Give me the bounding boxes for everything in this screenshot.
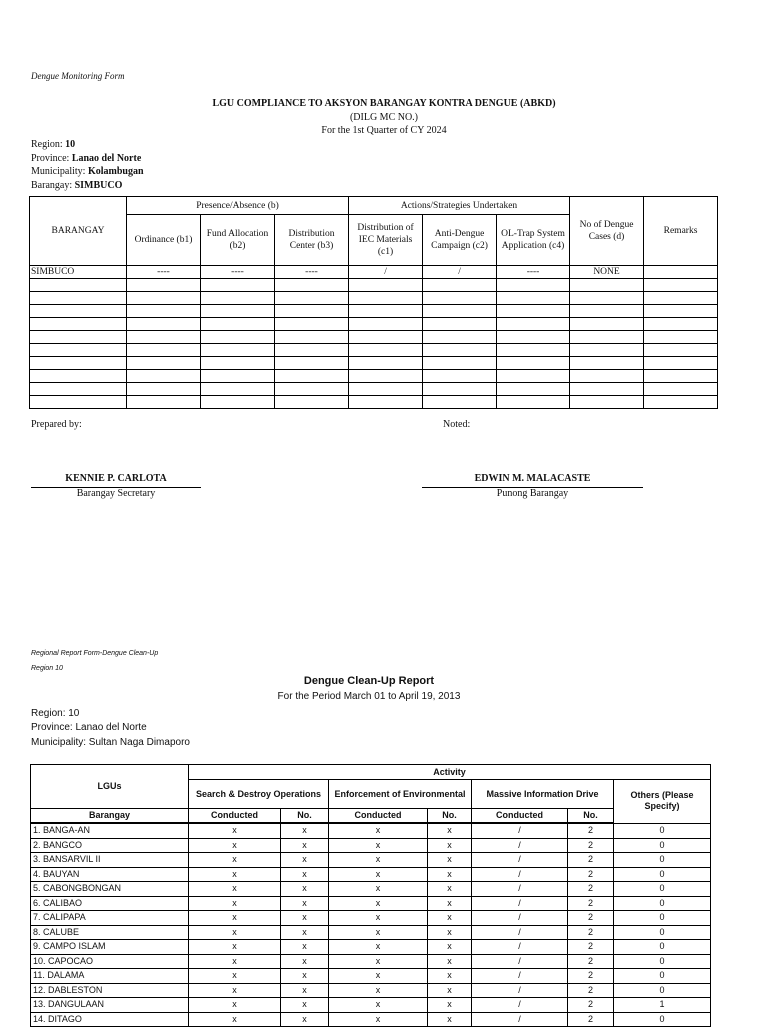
cell-others: 0 — [614, 838, 711, 853]
cell-info-no: 2 — [568, 911, 614, 926]
cell-search-conducted: x — [189, 940, 281, 955]
form2-title: Dengue Clean-Up Report — [303, 675, 435, 687]
table-row — [30, 266, 718, 279]
province-value: Lanao del Norte — [71, 153, 142, 164]
cell-enforcement-conducted: x — [329, 911, 428, 926]
cell-d: NONE — [570, 266, 644, 279]
form1-title: LGU COMPLIANCE TO AKSYON BARANGAY KONTRA DENGUE (ABKD) — [212, 98, 556, 109]
cell-info-conducted: / — [472, 823, 568, 838]
cell-info-conducted: / — [472, 896, 568, 911]
empty-row — [30, 279, 718, 292]
cell-info-no: 2 — [568, 983, 614, 998]
barangay-label: Barangay: — [31, 180, 73, 191]
table-row — [31, 983, 711, 998]
group-presence: Presence/Absence (b) — [127, 197, 349, 215]
cell-b3: ---- — [275, 266, 349, 279]
municipality-label: Municipality: — [31, 166, 86, 177]
cell-search-no: x — [281, 882, 329, 897]
cell-info-no: 2 — [568, 998, 614, 1013]
cell-info-conducted: / — [472, 983, 568, 998]
cell-search-no: x — [281, 1012, 329, 1027]
col-massive-info-drive: Massive Information Drive — [472, 780, 614, 809]
empty-row — [30, 331, 718, 344]
cell-others: 0 — [614, 1012, 711, 1027]
group-actions: Actions/Strategies Undertaken — [349, 197, 570, 215]
cell-search-conducted: x — [189, 838, 281, 853]
cell-enforcement-conducted: x — [329, 954, 428, 969]
cell-search-no: x — [281, 867, 329, 882]
region-label: Region: — [31, 139, 63, 150]
table-row — [31, 1012, 711, 1027]
cell-info-conducted: / — [472, 838, 568, 853]
cell-search-no: x — [281, 896, 329, 911]
empty-row — [30, 305, 718, 318]
cell-info-no: 2 — [568, 940, 614, 955]
province-label: Province: — [31, 153, 70, 164]
sub-no: No. — [568, 809, 614, 824]
cell-info-conducted: / — [472, 969, 568, 984]
cell-info-no: 2 — [568, 838, 614, 853]
cell-enforcement-conducted: x — [329, 867, 428, 882]
form1-period: For the 1st Quarter of CY 2024 — [321, 125, 447, 136]
region-value: 10 — [65, 139, 76, 150]
cell-search-conducted: x — [189, 911, 281, 926]
cell-others: 0 — [614, 969, 711, 984]
form1-barangay — [31, 180, 122, 191]
cell-search-conducted: x — [189, 823, 281, 838]
table-row — [31, 823, 711, 838]
cell-enforcement-conducted: x — [329, 853, 428, 868]
cell-info-no: 2 — [568, 954, 614, 969]
cell-others: 0 — [614, 823, 711, 838]
col-barangay: Barangay — [31, 809, 189, 824]
cell-enforcement-no: x — [428, 940, 472, 955]
empty-row — [30, 318, 718, 331]
cell-search-no: x — [281, 969, 329, 984]
form1-subtitle: (DILG MC NO.) — [349, 112, 419, 123]
cell-info-no: 2 — [568, 925, 614, 940]
cell-search-conducted: x — [189, 954, 281, 969]
cell-enforcement-conducted: x — [329, 998, 428, 1013]
noter-name: EDWIN M. MALACASTE — [474, 473, 591, 484]
table-row — [31, 940, 711, 955]
cell-barangay: SIMBUCO — [30, 266, 127, 279]
cell-search-no: x — [281, 954, 329, 969]
col-lgus: LGUs — [31, 765, 189, 809]
col-ol-trap: OL-Trap System Application (c4) — [497, 215, 570, 266]
cell-enforcement-no: x — [428, 853, 472, 868]
cell-info-conducted: / — [472, 954, 568, 969]
sub-no: No. — [281, 809, 329, 824]
abkd-compliance-table — [29, 196, 718, 409]
cell-search-no: x — [281, 838, 329, 853]
col-fund-allocation: Fund Allocation (b2) — [201, 215, 275, 266]
cell-info-conducted: / — [472, 925, 568, 940]
cell-enforcement-no: x — [428, 911, 472, 926]
cell-enforcement-conducted: x — [329, 1012, 428, 1027]
col-enforcement: Enforcement of Environmental — [329, 780, 472, 809]
cell-enforcement-conducted: x — [329, 925, 428, 940]
col-anti-dengue-campaign: Anti-Dengue Campaign (c2) — [423, 215, 497, 266]
form2-period: For the Period March 01 to April 19, 2013 — [277, 691, 461, 702]
cell-info-conducted: / — [472, 911, 568, 926]
cell-enforcement-no: x — [428, 867, 472, 882]
col-iec-materials: Distribution of IEC Materials (c1) — [349, 215, 423, 266]
sub-conducted: Conducted — [189, 809, 281, 824]
cell-c2: / — [423, 266, 497, 279]
cell-enforcement-conducted: x — [329, 940, 428, 955]
cell-enforcement-conducted: x — [329, 983, 428, 998]
cell-search-conducted: x — [189, 925, 281, 940]
col-ordinance: Ordinance (b1) — [127, 215, 201, 266]
cell-info-conducted: / — [472, 998, 568, 1013]
col-dengue-cases: No of Dengue Cases (d) — [570, 197, 644, 266]
cell-info-no: 2 — [568, 896, 614, 911]
cell-barangay: 12. DABLESTON — [31, 983, 189, 998]
form1-region — [31, 139, 75, 150]
table-row — [31, 969, 711, 984]
cell-enforcement-no: x — [428, 838, 472, 853]
sub-conducted: Conducted — [472, 809, 568, 824]
form2-header-region: Region 10 — [31, 665, 63, 672]
table-row — [31, 896, 711, 911]
empty-row — [30, 344, 718, 357]
col-distribution-center: Distribution Center (b3) — [275, 215, 349, 266]
cell-enforcement-conducted: x — [329, 823, 428, 838]
cell-enforcement-no: x — [428, 925, 472, 940]
cell-search-conducted: x — [189, 969, 281, 984]
table-row — [31, 911, 711, 926]
form1-municipality — [31, 166, 144, 177]
form2-region: Region: 10 — [31, 708, 80, 719]
empty-row — [30, 396, 718, 409]
cell-barangay: 1. BANGA-AN — [31, 823, 189, 838]
cell-enforcement-no: x — [428, 954, 472, 969]
cell-enforcement-no: x — [428, 823, 472, 838]
cell-search-conducted: x — [189, 882, 281, 897]
cell-info-no: 2 — [568, 867, 614, 882]
table-row — [31, 838, 711, 853]
cell-search-no: x — [281, 911, 329, 926]
cell-barangay: 13. DANGULAAN — [31, 998, 189, 1013]
cell-enforcement-no: x — [428, 882, 472, 897]
cell-search-conducted: x — [189, 896, 281, 911]
noted-label: Noted: — [443, 419, 471, 430]
cell-c1: / — [349, 266, 423, 279]
cell-barangay: 11. DALAMA — [31, 969, 189, 984]
form1-province — [31, 153, 141, 164]
cell-enforcement-conducted: x — [329, 969, 428, 984]
cell-enforcement-no: x — [428, 998, 472, 1013]
cell-others: 0 — [614, 896, 711, 911]
empty-row — [30, 383, 718, 396]
sub-conducted: Conducted — [329, 809, 428, 824]
form2-header: Regional Report Form-Dengue Clean-Up — [31, 650, 159, 657]
cell-remarks — [644, 266, 718, 279]
cell-enforcement-no: x — [428, 983, 472, 998]
cell-others: 0 — [614, 954, 711, 969]
cell-info-conducted: / — [472, 882, 568, 897]
cell-others: 0 — [614, 925, 711, 940]
cell-others: 0 — [614, 911, 711, 926]
cell-others: 0 — [614, 853, 711, 868]
cell-barangay: 10. CAPOCAO — [31, 954, 189, 969]
cell-others: 1 — [614, 998, 711, 1013]
table-row — [31, 882, 711, 897]
cell-info-no: 2 — [568, 1012, 614, 1027]
cell-search-no: x — [281, 853, 329, 868]
noter-title: Punong Barangay — [496, 488, 569, 499]
cell-barangay: 5. CABONGBONGAN — [31, 882, 189, 897]
form2-municipality: Municipality: Sultan Naga Dimaporo — [31, 737, 190, 748]
cell-info-no: 2 — [568, 853, 614, 868]
col-barangay: BARANGAY — [30, 197, 127, 266]
cell-search-conducted: x — [189, 1012, 281, 1027]
form1-header: Dengue Monitoring Form — [31, 71, 125, 81]
empty-row — [30, 370, 718, 383]
cell-search-conducted: x — [189, 853, 281, 868]
cell-search-no: x — [281, 940, 329, 955]
municipality-value: Kolambugan — [87, 166, 144, 177]
prepared-by-label: Prepared by: — [31, 419, 82, 430]
clean-up-rows — [31, 823, 711, 1027]
cell-search-no: x — [281, 823, 329, 838]
clean-up-report-table — [30, 764, 711, 1027]
cell-enforcement-no: x — [428, 1012, 472, 1027]
col-search-destroy: Search & Destroy Operations — [189, 780, 329, 809]
cell-info-no: 2 — [568, 823, 614, 838]
cell-enforcement-no: x — [428, 969, 472, 984]
table-row — [31, 925, 711, 940]
cell-info-conducted: / — [472, 853, 568, 868]
table-row — [31, 954, 711, 969]
cell-info-conducted: / — [472, 867, 568, 882]
cell-c4: ---- — [497, 266, 570, 279]
cell-search-no: x — [281, 983, 329, 998]
cell-others: 0 — [614, 940, 711, 955]
cell-search-no: x — [281, 998, 329, 1013]
cell-enforcement-conducted: x — [329, 838, 428, 853]
cell-search-conducted: x — [189, 983, 281, 998]
cell-others: 0 — [614, 867, 711, 882]
cell-barangay: 8. CALUBE — [31, 925, 189, 940]
cell-search-no: x — [281, 925, 329, 940]
cell-info-conducted: / — [472, 1012, 568, 1027]
cell-enforcement-conducted: x — [329, 896, 428, 911]
table-row — [31, 853, 711, 868]
sub-no: No. — [428, 809, 472, 824]
cell-search-conducted: x — [189, 867, 281, 882]
cell-barangay: 2. BANGCO — [31, 838, 189, 853]
col-remarks: Remarks — [644, 197, 718, 266]
cell-b1: ---- — [127, 266, 201, 279]
cell-info-no: 2 — [568, 969, 614, 984]
cell-b2: ---- — [201, 266, 275, 279]
barangay-value: SIMBUCO — [74, 180, 123, 191]
cell-barangay: 14. DITAGO — [31, 1012, 189, 1027]
cell-barangay: 3. BANSARVIL II — [31, 853, 189, 868]
cell-barangay: 7. CALIPAPA — [31, 911, 189, 926]
cell-info-no: 2 — [568, 882, 614, 897]
group-activity: Activity — [189, 765, 711, 780]
cell-barangay: 6. CALIBAO — [31, 896, 189, 911]
cell-others: 0 — [614, 882, 711, 897]
empty-row — [30, 357, 718, 370]
preparer-name: KENNIE P. CARLOTA — [65, 473, 167, 484]
table-row — [31, 998, 711, 1013]
cell-barangay: 9. CAMPO ISLAM — [31, 940, 189, 955]
form2-province: Province: Lanao del Norte — [31, 722, 147, 733]
table-row — [31, 867, 711, 882]
cell-info-conducted: / — [472, 940, 568, 955]
cell-search-conducted: x — [189, 998, 281, 1013]
empty-row — [30, 292, 718, 305]
cell-enforcement-no: x — [428, 896, 472, 911]
cell-barangay: 4. BAUYAN — [31, 867, 189, 882]
cell-enforcement-conducted: x — [329, 882, 428, 897]
cell-others: 0 — [614, 983, 711, 998]
preparer-title: Barangay Secretary — [76, 488, 156, 499]
col-others: Others (Please Specify) — [614, 780, 711, 824]
